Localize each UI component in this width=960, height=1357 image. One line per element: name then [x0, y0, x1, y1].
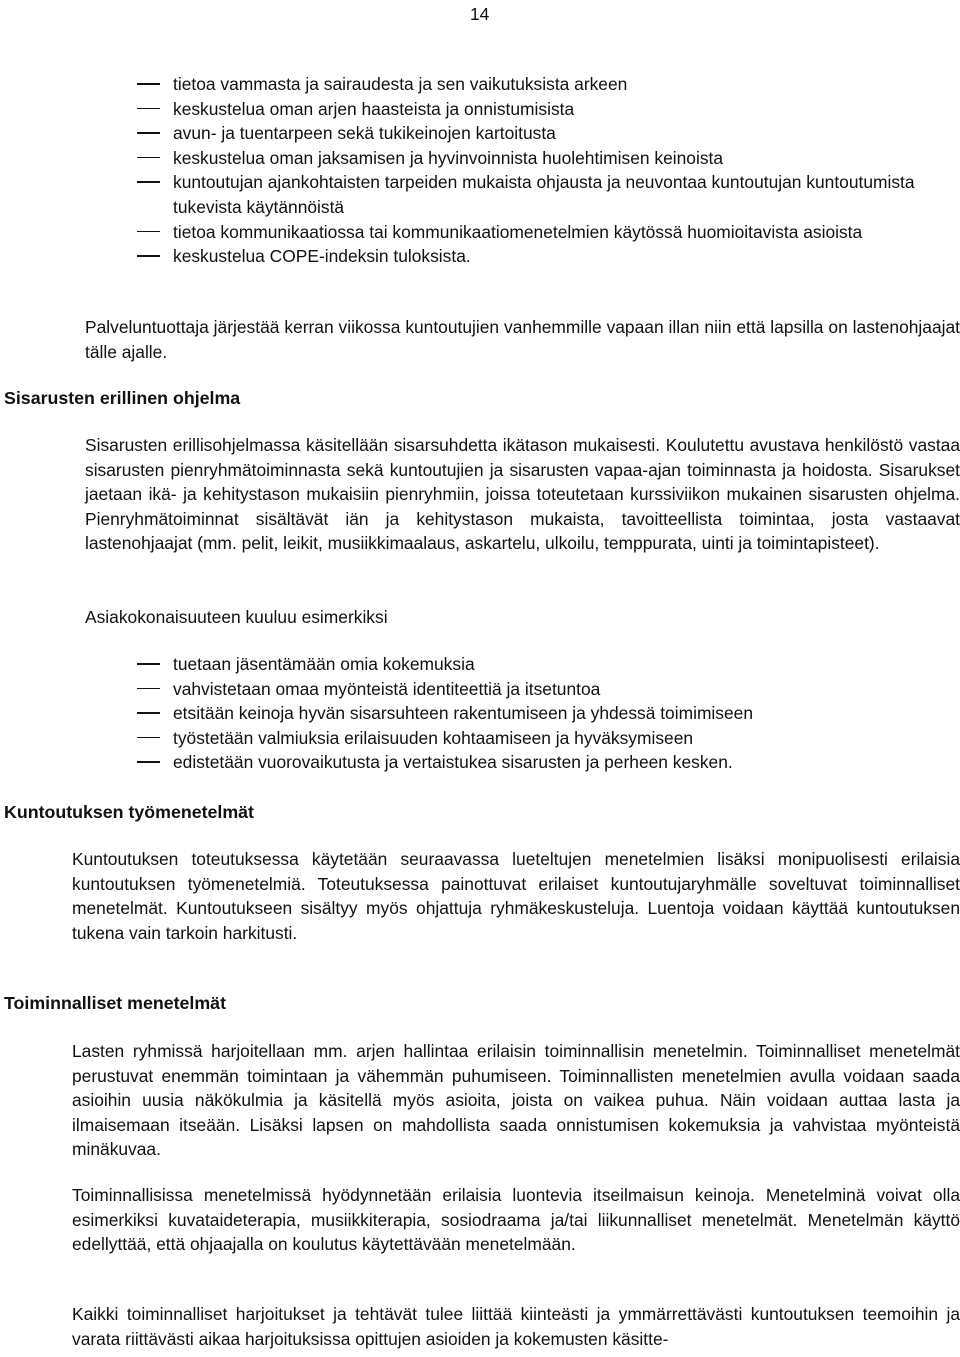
- bullet-list-sisarusten-teemat: [137, 652, 960, 775]
- list-item: vahvistetaan omaa myönteistä identiteettiä ja itsetuntoa: [137, 677, 960, 702]
- list-item: tuetaan jäsentämään omia kokemuksia: [137, 652, 960, 677]
- paragraph-toiminnalliset-2: Toiminnallisissa menetelmissä hyödynnetään erilaisia luontevia itseilmaisun keinoja. Menetelminä voivat olla esimerkiksi kuvataideterapia, musiikkiterapia, sosiodraama ja/tai liikunnalliset menetelmät. Menetelmän käyttö edellyttää, että ohjaajalla on koulutus käytettävään menetelmään.: [72, 1185, 960, 1255]
- list-item: tietoa kommunikaatiossa tai kommunikaatiomenetelmien käytössä huomioitavista asioista: [137, 220, 960, 245]
- heading-sisarusten-ohjelma: Sisarusten erillinen ohjelma: [4, 388, 241, 408]
- paragraph-kuntoutuksen-tyomenetelmat: Kuntoutuksen toteutuksessa käytetään seuraavassa lueteltujen menetelmien lisäksi monipuolisesti erilaisia kuntoutuksen työmenetelmiä. Toteutuksessa painottuvat erilaiset kuntoutujaryhmälle soveltuvat toiminnalliset menetelmät. Kuntoutukseen sisältyy myös ohjattuja ryhmäkeskusteluja. Luentoja voidaan käyttää kuntoutuksen tukena vain tarkoin harkitusti.: [72, 849, 960, 943]
- paragraph-toiminnalliset-3: Kaikki toiminnalliset harjoitukset ja tehtävät tulee liittää kiinteästi ja ymmärrettävästi kuntoutuksen teemoihin ja varata riittävästi aikaa harjoituksissa opittujen asioiden ja kokemusten käsitte-: [72, 1304, 960, 1349]
- paragraph-vanhempien-vapaailta: Palveluntuottaja järjestää kerran viikossa kuntoutujien vanhemmille vapaan illan niin että lapsilla on lastenohjaajat tälle ajalle.: [85, 317, 960, 362]
- list-item: keskustelua oman jaksamisen ja hyvinvoinnista huolehtimisen keinoista: [137, 146, 960, 171]
- list-item: keskustelua COPE-indeksin tuloksista.: [137, 244, 960, 269]
- list-item: keskustelua oman arjen haasteista ja onnistumisista: [137, 97, 960, 122]
- page-number: 14: [470, 4, 490, 24]
- list-item: tietoa vammasta ja sairaudesta ja sen vaikutuksista arkeen: [137, 72, 960, 97]
- list-item: avun- ja tuentarpeen sekä tukikeinojen kartoitusta: [137, 121, 960, 146]
- paragraph-sisarusten-ohjelma: Sisarusten erillisohjelmassa käsitellään sisarsuhdetta ikätason mukaisesti. Koulutettu avustava henkilöstö vastaa sisarusten pienryhmätoiminnasta sekä kuntoutujien ja sisarusten vapaa-ajan toiminnasta ja hoidosta. Sisarukset jaetaan ikä- ja kehitystason mukaisiin pienryhmiin, joissa toteutetaan kurssiviikon mukainen sisarusten ohjelma. Pienryhmätoiminnat sisältävät iän ja kehitystason mukaista, tavoitteellista toimintaa, josta vastaavat lastenohjaajat (mm. pelit, leikit, musiikkimaalaus, askartelu, ulkoilu, temppurata, uinti ja toimintapisteet).: [85, 435, 960, 554]
- bullet-list-vanhempien-ohjelma: [137, 72, 960, 269]
- list-item: etsitään keinoja hyvän sisarsuhteen rakentumiseen ja yhdessä toimimiseen: [137, 701, 960, 726]
- list-item: kuntoutujan ajankohtaisten tarpeiden mukaista ohjausta ja neuvontaa kuntoutujan kuntoutumista tukevista käytännöistä: [137, 170, 960, 219]
- heading-toiminnalliset-menetelmat: Toiminnalliset menetelmät: [4, 993, 226, 1013]
- paragraph-asiakokonaisuus: Asiakokonaisuuteen kuuluu esimerkiksi: [85, 607, 388, 627]
- heading-kuntoutuksen-tyomenetelmat: Kuntoutuksen työmenetelmät: [4, 802, 254, 822]
- list-item: työstetään valmiuksia erilaisuuden kohtaamiseen ja hyväksymiseen: [137, 726, 960, 751]
- list-item: edistetään vuorovaikutusta ja vertaistukea sisarusten ja perheen kesken.: [137, 750, 960, 775]
- paragraph-toiminnalliset-1: Lasten ryhmissä harjoitellaan mm. arjen hallintaa erilaisin toiminnallisin menetelmin. Toiminnalliset menetelmät perustuvat enemmän toimintaan ja vähemmän puhumiseen. Toiminnallisten menetelmien avulla voidaan saada asioihin uusia näkökulmia ja käsitellä myös asioita, joista on vaikea puhua. Näin voidaan auttaa lasta ja ilmaisemaan itseään. Lisäksi lapsen on mahdollista saada onnistumisen kokemuksia ja vahvistaa myönteistä minäkuvaa.: [72, 1041, 960, 1160]
